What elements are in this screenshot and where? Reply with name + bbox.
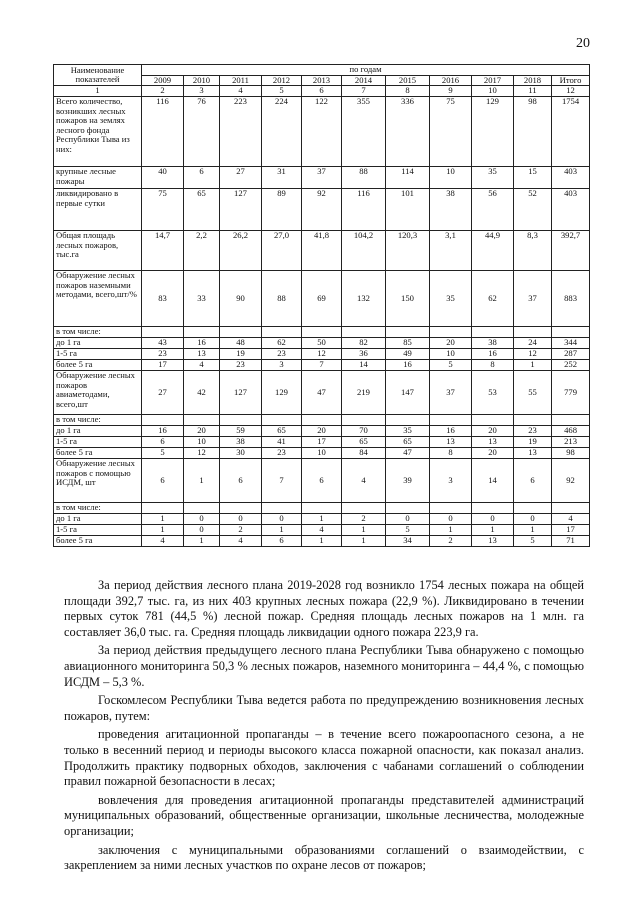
table-cell: 287 bbox=[552, 348, 590, 359]
table-cell: 65 bbox=[262, 425, 302, 436]
column-number: 2 bbox=[142, 86, 184, 97]
table-cell: 90 bbox=[220, 270, 262, 326]
table-cell bbox=[386, 414, 430, 425]
table-cell: 59 bbox=[220, 425, 262, 436]
table-cell bbox=[552, 502, 590, 513]
column-number: 7 bbox=[342, 86, 386, 97]
table-cell: 150 bbox=[386, 270, 430, 326]
table-cell: 13 bbox=[472, 535, 514, 546]
table-cell: 2 bbox=[342, 513, 386, 524]
row-label: Всего количество, возникших лесных пожаров на землях лесного фонда Республики Тыва из них: bbox=[54, 96, 142, 166]
table-cell: 2 bbox=[220, 524, 262, 535]
row-label: в том числе: bbox=[54, 414, 142, 425]
table-cell: 4 bbox=[184, 359, 220, 370]
table-cell: 71 bbox=[552, 535, 590, 546]
year-header: 2017 bbox=[472, 75, 514, 86]
table-cell: 89 bbox=[262, 188, 302, 230]
table-cell: 27,0 bbox=[262, 230, 302, 270]
paragraph: проведения агитационной пропаганды – в течение всего пожароопасного сезона, а не только в весенний период и периоды высокого класса пожарной опасности, как показал анализ. Продолжить практику подворных обходов, заключения с чабанами соглашений о соблюдении правил пожарной безопасности в лесах; bbox=[64, 727, 584, 789]
column-number: 12 bbox=[552, 86, 590, 97]
year-header: 2009 bbox=[142, 75, 184, 86]
table-row bbox=[54, 414, 590, 425]
table-cell: 24 bbox=[514, 337, 552, 348]
table-cell: 3,1 bbox=[430, 230, 472, 270]
paragraph: Госкомлесом Республики Тыва ведется работа по предупреждению возникновения лесных пожаров, путем: bbox=[64, 693, 584, 723]
table-cell: 38 bbox=[220, 436, 262, 447]
year-header: 2010 bbox=[184, 75, 220, 86]
table-cell: 20 bbox=[430, 337, 472, 348]
table-cell: 23 bbox=[142, 348, 184, 359]
table-cell: 252 bbox=[552, 359, 590, 370]
table-cell bbox=[220, 502, 262, 513]
table-cell: 2,2 bbox=[184, 230, 220, 270]
table-cell: 0 bbox=[430, 513, 472, 524]
table-row bbox=[54, 524, 590, 535]
table-cell bbox=[342, 502, 386, 513]
table-cell: 92 bbox=[302, 188, 342, 230]
table-cell: 1 bbox=[302, 513, 342, 524]
table-cell: 355 bbox=[342, 96, 386, 166]
row-label: 1-5 га bbox=[54, 436, 142, 447]
table-cell bbox=[552, 326, 590, 337]
row-label: 1-5 га bbox=[54, 348, 142, 359]
table-cell: 35 bbox=[472, 166, 514, 188]
table-cell: 403 bbox=[552, 166, 590, 188]
table-cell: 4 bbox=[220, 535, 262, 546]
table-cell: 88 bbox=[262, 270, 302, 326]
column-number: 1 bbox=[54, 86, 142, 97]
table-cell: 49 bbox=[386, 348, 430, 359]
table-cell: 4 bbox=[302, 524, 342, 535]
table-cell: 23 bbox=[262, 348, 302, 359]
table-cell: 43 bbox=[142, 337, 184, 348]
table-cell: 104,2 bbox=[342, 230, 386, 270]
table-cell: 12 bbox=[184, 447, 220, 458]
table-cell: 42 bbox=[184, 370, 220, 414]
table-row bbox=[54, 425, 590, 436]
table-cell: 65 bbox=[184, 188, 220, 230]
row-label: ликвидировано в первые сутки bbox=[54, 188, 142, 230]
table-cell: 34 bbox=[386, 535, 430, 546]
table-cell: 6 bbox=[220, 458, 262, 502]
table-cell: 6 bbox=[302, 458, 342, 502]
table-cell bbox=[184, 326, 220, 337]
table-cell: 52 bbox=[514, 188, 552, 230]
column-number: 10 bbox=[472, 86, 514, 97]
table-cell: 85 bbox=[386, 337, 430, 348]
table-row bbox=[54, 230, 590, 270]
table-cell: 219 bbox=[342, 370, 386, 414]
table-cell: 47 bbox=[302, 370, 342, 414]
table-row bbox=[54, 270, 590, 326]
row-label: более 5 га bbox=[54, 447, 142, 458]
table-cell: 35 bbox=[386, 425, 430, 436]
table-cell: 101 bbox=[386, 188, 430, 230]
table-cell: 116 bbox=[142, 96, 184, 166]
table-cell bbox=[262, 414, 302, 425]
table-cell: 7 bbox=[302, 359, 342, 370]
table-cell: 23 bbox=[220, 359, 262, 370]
table-cell: 83 bbox=[142, 270, 184, 326]
table-row bbox=[54, 348, 590, 359]
table-cell: 88 bbox=[342, 166, 386, 188]
table-row bbox=[54, 337, 590, 348]
table-cell: 0 bbox=[220, 513, 262, 524]
paragraph: заключения с муниципальными образованиями соглашений о взаимодействии, с закреплением за ними лесных участков по охране лесов от пожаров; bbox=[64, 842, 584, 873]
table-cell bbox=[262, 502, 302, 513]
row-label: более 5 га bbox=[54, 359, 142, 370]
table-row bbox=[54, 513, 590, 524]
table-cell: 779 bbox=[552, 370, 590, 414]
table-cell: 23 bbox=[262, 447, 302, 458]
table-cell bbox=[302, 414, 342, 425]
table-cell: 13 bbox=[430, 436, 472, 447]
table-cell: 1 bbox=[142, 524, 184, 535]
table-cell: 41 bbox=[262, 436, 302, 447]
row-label: в том числе: bbox=[54, 326, 142, 337]
table-cell: 40 bbox=[142, 166, 184, 188]
paragraph: За период действия предыдущего лесного плана Республики Тыва обнаружено с помощью авиационного мониторинга 50,3 % лесных пожаров, наземного мониторинга – 44,4 %, с помощью ИСДМ – 5,3 %. bbox=[64, 643, 584, 689]
table-row bbox=[54, 166, 590, 188]
table-cell bbox=[142, 326, 184, 337]
table-cell: 16 bbox=[386, 359, 430, 370]
column-number: 8 bbox=[386, 86, 430, 97]
table-cell: 1 bbox=[342, 524, 386, 535]
table-cell bbox=[472, 414, 514, 425]
table-cell: 75 bbox=[142, 188, 184, 230]
table-cell: 0 bbox=[386, 513, 430, 524]
table-cell: 0 bbox=[184, 524, 220, 535]
paragraph: За период действия лесного плана 2019-2028 год возникло 1754 лесных пожара на общей площади 392,7 тыс. га, из них 403 крупных лесных пожара (22,9 %). Ликвидировано в течении первых суток 781 (44,5 %) лесной пожар. Средняя площадь лесных пожаров на 1 млн. га составляет 36,0 тыс. га. Средняя площадь ликвидации одного пожара 223,9 га. bbox=[64, 578, 584, 639]
row-label: в том числе: bbox=[54, 502, 142, 513]
table-cell: 50 bbox=[302, 337, 342, 348]
table-cell: 1 bbox=[302, 535, 342, 546]
table-cell: 47 bbox=[386, 447, 430, 458]
table-cell: 1 bbox=[184, 535, 220, 546]
year-header: 2015 bbox=[386, 75, 430, 86]
table-cell: 147 bbox=[386, 370, 430, 414]
table-cell: 16 bbox=[472, 348, 514, 359]
table-cell: 82 bbox=[342, 337, 386, 348]
table-cell: 4 bbox=[142, 535, 184, 546]
table-cell: 5 bbox=[142, 447, 184, 458]
table-cell: 1754 bbox=[552, 96, 590, 166]
table-cell: 1 bbox=[472, 524, 514, 535]
table-cell: 13 bbox=[184, 348, 220, 359]
table-cell: 62 bbox=[472, 270, 514, 326]
table-cell: 53 bbox=[472, 370, 514, 414]
table-cell: 12 bbox=[514, 348, 552, 359]
table-cell: 129 bbox=[472, 96, 514, 166]
table-cell: 3 bbox=[262, 359, 302, 370]
table-cell: 17 bbox=[302, 436, 342, 447]
table-cell: 1 bbox=[430, 524, 472, 535]
table-cell: 19 bbox=[514, 436, 552, 447]
header-name-cell: Наименование показателей bbox=[54, 65, 142, 86]
table-cell: 224 bbox=[262, 96, 302, 166]
table-cell: 7 bbox=[262, 458, 302, 502]
row-label: Общая площадь лесных пожаров, тыс.га bbox=[54, 230, 142, 270]
table-cell: 5 bbox=[430, 359, 472, 370]
table-cell: 213 bbox=[552, 436, 590, 447]
table-cell bbox=[302, 502, 342, 513]
table-cell: 69 bbox=[302, 270, 342, 326]
table-cell: 14,7 bbox=[142, 230, 184, 270]
table-cell: 13 bbox=[514, 447, 552, 458]
table-cell: 33 bbox=[184, 270, 220, 326]
table-cell bbox=[552, 414, 590, 425]
column-number: 5 bbox=[262, 86, 302, 97]
table-cell: 35 bbox=[430, 270, 472, 326]
table-cell bbox=[220, 326, 262, 337]
table-cell: 2 bbox=[430, 535, 472, 546]
table-cell: 8,3 bbox=[514, 230, 552, 270]
table-cell: 92 bbox=[552, 458, 590, 502]
table-cell: 6 bbox=[262, 535, 302, 546]
table-cell bbox=[342, 414, 386, 425]
table-row bbox=[54, 436, 590, 447]
table-cell: 14 bbox=[472, 458, 514, 502]
table-cell: 8 bbox=[472, 359, 514, 370]
row-label: 1-5 га bbox=[54, 524, 142, 535]
table-cell: 122 bbox=[302, 96, 342, 166]
table-cell bbox=[220, 414, 262, 425]
table-cell: 26,2 bbox=[220, 230, 262, 270]
table-cell: 30 bbox=[220, 447, 262, 458]
table-cell: 6 bbox=[142, 436, 184, 447]
table-cell: 27 bbox=[142, 370, 184, 414]
table-cell: 62 bbox=[262, 337, 302, 348]
table-cell: 0 bbox=[184, 513, 220, 524]
table-cell: 14 bbox=[342, 359, 386, 370]
column-number: 11 bbox=[514, 86, 552, 97]
row-label: Обнаружение лесных пожаров авиаметодами, всего,шт bbox=[54, 370, 142, 414]
row-label: крупные лесные пожары bbox=[54, 166, 142, 188]
table-cell bbox=[184, 502, 220, 513]
table-cell: 223 bbox=[220, 96, 262, 166]
table-cell bbox=[262, 326, 302, 337]
column-number: 9 bbox=[430, 86, 472, 97]
table-cell: 1 bbox=[514, 359, 552, 370]
table-cell: 65 bbox=[342, 436, 386, 447]
table-cell: 37 bbox=[430, 370, 472, 414]
table-cell: 48 bbox=[220, 337, 262, 348]
table-cell bbox=[430, 414, 472, 425]
paragraph: вовлечения для проведения агитационной пропаганды представителей администраций муниципальных образований, общественные организации, школьные лесничества, молодежные организации; bbox=[64, 792, 584, 838]
row-label: до 1 га bbox=[54, 337, 142, 348]
table-cell bbox=[386, 326, 430, 337]
table-cell: 5 bbox=[386, 524, 430, 535]
table-cell: 12 bbox=[302, 348, 342, 359]
table-cell: 0 bbox=[262, 513, 302, 524]
table-cell: 76 bbox=[184, 96, 220, 166]
table-cell: 15 bbox=[514, 166, 552, 188]
table-cell bbox=[472, 326, 514, 337]
table-cell: 1 bbox=[342, 535, 386, 546]
table-cell: 75 bbox=[430, 96, 472, 166]
table-cell: 20 bbox=[472, 447, 514, 458]
table-cell: 10 bbox=[430, 166, 472, 188]
table-cell: 4 bbox=[552, 513, 590, 524]
table-cell: 0 bbox=[472, 513, 514, 524]
table-cell bbox=[514, 414, 552, 425]
table-cell: 344 bbox=[552, 337, 590, 348]
table-cell: 114 bbox=[386, 166, 430, 188]
row-label: до 1 га bbox=[54, 513, 142, 524]
table-cell: 1 bbox=[514, 524, 552, 535]
table-cell bbox=[514, 326, 552, 337]
table-cell: 70 bbox=[342, 425, 386, 436]
column-number: 4 bbox=[220, 86, 262, 97]
table-cell: 129 bbox=[262, 370, 302, 414]
table-cell: 6 bbox=[142, 458, 184, 502]
table-cell: 55 bbox=[514, 370, 552, 414]
table-row bbox=[54, 458, 590, 502]
table-cell: 4 bbox=[342, 458, 386, 502]
table-cell: 468 bbox=[552, 425, 590, 436]
table-cell: 37 bbox=[514, 270, 552, 326]
table-cell: 116 bbox=[342, 188, 386, 230]
year-header: 2012 bbox=[262, 75, 302, 86]
table-cell: 56 bbox=[472, 188, 514, 230]
table-cell: 23 bbox=[514, 425, 552, 436]
table-cell bbox=[430, 326, 472, 337]
year-header: 2018 bbox=[514, 75, 552, 86]
table-cell: 10 bbox=[302, 447, 342, 458]
page-number: 20 bbox=[576, 36, 590, 51]
table-cell: 1 bbox=[262, 524, 302, 535]
year-header: 2011 bbox=[220, 75, 262, 86]
body-text bbox=[64, 578, 584, 877]
table-row bbox=[54, 370, 590, 414]
table-cell: 10 bbox=[184, 436, 220, 447]
table-cell bbox=[302, 326, 342, 337]
table-cell: 883 bbox=[552, 270, 590, 326]
table-row bbox=[54, 359, 590, 370]
table-cell: 10 bbox=[430, 348, 472, 359]
table-cell bbox=[342, 326, 386, 337]
table-cell bbox=[430, 502, 472, 513]
year-header: 2013 bbox=[302, 75, 342, 86]
table-cell: 38 bbox=[430, 188, 472, 230]
table-cell: 13 bbox=[472, 436, 514, 447]
table-row bbox=[54, 535, 590, 546]
year-header: Итого bbox=[552, 75, 590, 86]
header-years-group: по годам bbox=[142, 65, 590, 76]
table-row bbox=[54, 502, 590, 513]
row-label: Обнаружение лесных пожаров наземными методами, всего,шт/% bbox=[54, 270, 142, 326]
table-cell: 6 bbox=[184, 166, 220, 188]
table-cell: 19 bbox=[220, 348, 262, 359]
table-cell: 39 bbox=[386, 458, 430, 502]
table-cell: 8 bbox=[430, 447, 472, 458]
table-cell: 27 bbox=[220, 166, 262, 188]
table-cell: 16 bbox=[430, 425, 472, 436]
table-cell: 41,8 bbox=[302, 230, 342, 270]
table-cell: 84 bbox=[342, 447, 386, 458]
table-cell: 44,9 bbox=[472, 230, 514, 270]
table-row bbox=[54, 447, 590, 458]
table-cell: 31 bbox=[262, 166, 302, 188]
table-cell: 17 bbox=[142, 359, 184, 370]
table-cell: 1 bbox=[184, 458, 220, 502]
table-cell: 36 bbox=[342, 348, 386, 359]
row-label: более 5 га bbox=[54, 535, 142, 546]
table-cell: 16 bbox=[142, 425, 184, 436]
table-row bbox=[54, 188, 590, 230]
forest-fire-table bbox=[53, 64, 590, 547]
year-header: 2014 bbox=[342, 75, 386, 86]
table-cell bbox=[514, 502, 552, 513]
table-cell: 336 bbox=[386, 96, 430, 166]
table-cell: 392,7 bbox=[552, 230, 590, 270]
table-cell: 403 bbox=[552, 188, 590, 230]
row-label: Обнаружение лесных пожаров с помощью ИСДМ, шт bbox=[54, 458, 142, 502]
table-cell: 37 bbox=[302, 166, 342, 188]
table-cell: 132 bbox=[342, 270, 386, 326]
table-cell: 17 bbox=[552, 524, 590, 535]
table-cell bbox=[142, 414, 184, 425]
table-cell: 3 bbox=[430, 458, 472, 502]
table-cell bbox=[184, 414, 220, 425]
table-row bbox=[54, 326, 590, 337]
table-cell: 127 bbox=[220, 188, 262, 230]
table-cell: 120,3 bbox=[386, 230, 430, 270]
row-label: до 1 га bbox=[54, 425, 142, 436]
table-cell: 38 bbox=[472, 337, 514, 348]
column-number: 6 bbox=[302, 86, 342, 97]
table-cell: 16 bbox=[184, 337, 220, 348]
table-cell bbox=[386, 502, 430, 513]
table-cell: 0 bbox=[514, 513, 552, 524]
table-row bbox=[54, 96, 590, 166]
column-number: 3 bbox=[184, 86, 220, 97]
year-header: 2016 bbox=[430, 75, 472, 86]
table-cell: 65 bbox=[386, 436, 430, 447]
table-cell: 98 bbox=[552, 447, 590, 458]
table-cell: 20 bbox=[302, 425, 342, 436]
table-cell: 127 bbox=[220, 370, 262, 414]
table-cell: 98 bbox=[514, 96, 552, 166]
table-cell bbox=[142, 502, 184, 513]
table-cell: 1 bbox=[142, 513, 184, 524]
table-cell: 20 bbox=[184, 425, 220, 436]
table-cell: 6 bbox=[514, 458, 552, 502]
table-cell bbox=[472, 502, 514, 513]
table-cell: 5 bbox=[514, 535, 552, 546]
table-cell: 20 bbox=[472, 425, 514, 436]
